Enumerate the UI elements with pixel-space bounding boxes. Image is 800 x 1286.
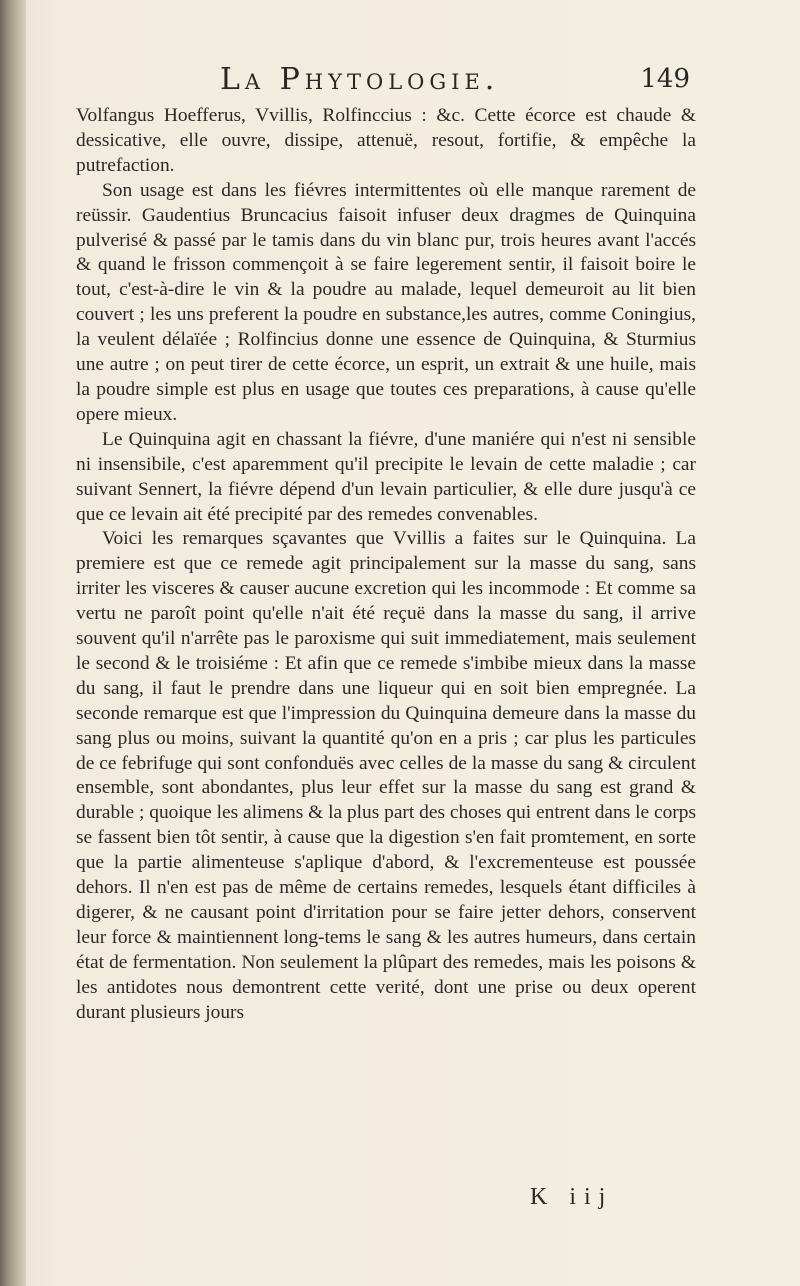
- paragraph: Voici les remarques sçavantes que Vvillis a faites sur le Quinquina. La premiere est que ce remede agit principalement sur la masse du sang, sans irriter les visceres & causer aucune excretion qui les incommode : Et comme sa vertu ne paroît point qu'elle n'ait été reçuë dans la masse du sang, il arrive souvent qu'il n'arrête pas le paroxisme qui suit immediatement, mais seulement le second & le troisiéme : Et afin que ce remede s'imbibe mieux dans la masse du sang, il faut le prendre dans une liqueur qui en soit bien empregnée. La seconde remarque est que l'impression du Quinquina demeure dans la masse du sang plus ou moins, suivant la quantité qu'on en a pris ; car plus les particules de ce febrifuge qui sont confonduës avec celles de la masse du sang & circulent ensemble, sont abondantes, plus leur effet sur la masse du sang est grand & durable ; quoique les alimens & la plus part des choses qui entrent dans le corps se fassent bien tôt sentir, à cause que la digestion s'en fait promtement, en sorte que la partie alimenteuse s'aplique d'abord, & l'excrementeuse est poussée dehors. Il n'en est pas de même de certains remedes, lesquels étant difficiles à digerer, & ne causant point d'irritation pour se faire jetter dehors, conservent leur force & maintiennent long-tems le sang & les autres humeurs, dans certain état de fermentation. Non seulement la plûpart des remedes, mais les poisons & les antidotes nous demontrent cette verité, dont une prise ou deux operent durant plusieurs jours: [76, 528, 696, 1023]
- book-spine-shadow: [0, 0, 26, 1286]
- page-number: 149: [640, 64, 690, 94]
- paragraph: Son usage est dans les fiévres intermittentes où elle manque rarement de reüssir. Gaudentius Bruncacius faisoit infuser deux dragmes de Quinquina pulverisé & passé par le tamis dans du vin blanc pur, trois heures avant l'accés & quand le frisson commençoit à se faire legerement sentir, il faisoit boire le tout, c'est-à-dire le vin & la poudre au malade, lequel demeuroit au lit bien couvert ; les uns preferent la poudre en substance,les autres, comme Coningius, la veulent délaïée ; Rolfincius donne une essence de Quinquina, & Sturmius une autre ; on peut tirer de cette écorce, un esprit, un extrait & une huile, mais la poudre simple est plus en usage que toutes ces preparations, à cause qu'elle opere mieux.: [76, 179, 696, 425]
- signature-mark: K iij: [530, 1184, 614, 1210]
- running-title: La Phytologie.: [220, 62, 500, 97]
- page-header: [220, 62, 690, 102]
- paragraph: Volfangus Hoefferus, Vvillis, Rolfinccius : &c. Cette écorce est chaude & dessicative, elle ouvre, dissipe, attenuë, resout, fortifie, & empêche la putrefaction.: [76, 105, 696, 176]
- paragraph: Le Quinquina agit en chassant la fiévre, d'une maniére qui n'est ni sensible ni insensibile, c'est aparemment qu'il precipite le levain de cette maladie ; car suivant Sennert, la fiévre dépend d'un levain particulier, & elle dure jusqu'à ce que ce levain ait été precipité par des remedes convenables.: [76, 428, 696, 525]
- body-text: [76, 104, 696, 1026]
